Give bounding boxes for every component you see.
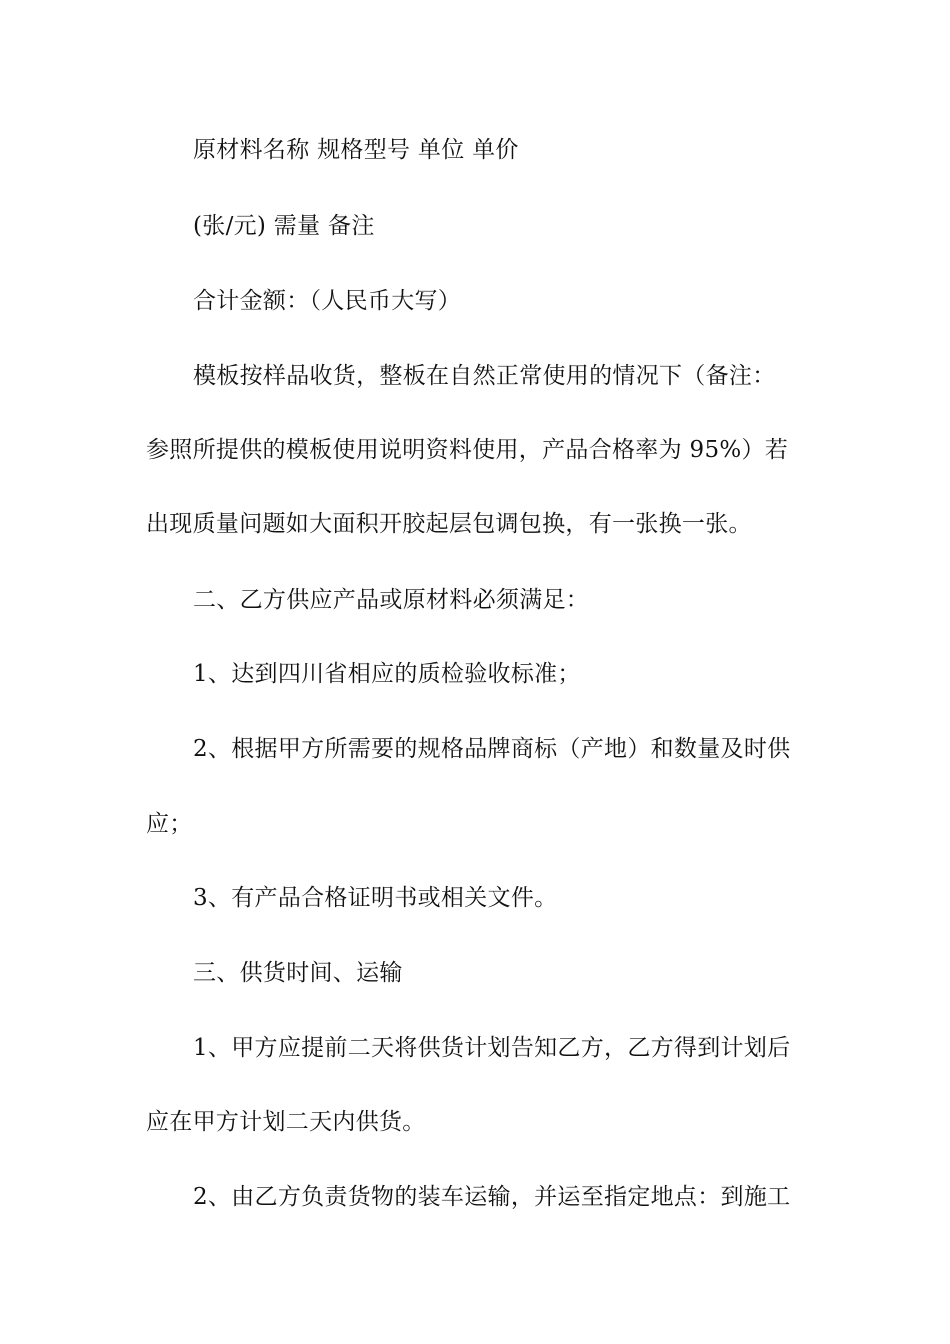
list-item: 1、甲方应提前二天将供货计划告知乙方，乙方得到计划后 <box>193 1035 791 1061</box>
text-line: 参照所提供的模板使用说明资料使用，产品合格率为 95%）若 <box>146 437 789 463</box>
text-line: (张/元) 需量 备注 <box>193 213 375 239</box>
section-heading: 二、乙方供应产品或原材料必须满足： <box>193 587 590 613</box>
text-line: 模板按样品收货，整板在自然正常使用的情况下（备注： <box>193 363 776 389</box>
section-heading: 三、供货时间、运输 <box>193 960 403 986</box>
text-line: 应在甲方计划二天内供货。 <box>146 1109 426 1135</box>
list-item: 2、根据甲方所需要的规格品牌商标（产地）和数量及时供 <box>193 736 791 762</box>
text-line: 应； <box>146 811 193 837</box>
list-item: 2、由乙方负责货物的装车运输，并运至指定地点：到施工 <box>193 1184 791 1210</box>
text-line: 合计金额：（人民币大写） <box>193 288 462 314</box>
text-line: 出现质量问题如大面积开胶起层包调包换，有一张换一张。 <box>146 511 752 537</box>
list-item: 3、有产品合格证明书或相关文件。 <box>193 885 558 911</box>
text-line: 原材料名称 规格型号 单位 单价 <box>193 137 519 163</box>
list-item: 1、达到四川省相应的质检验收标准； <box>193 661 581 687</box>
